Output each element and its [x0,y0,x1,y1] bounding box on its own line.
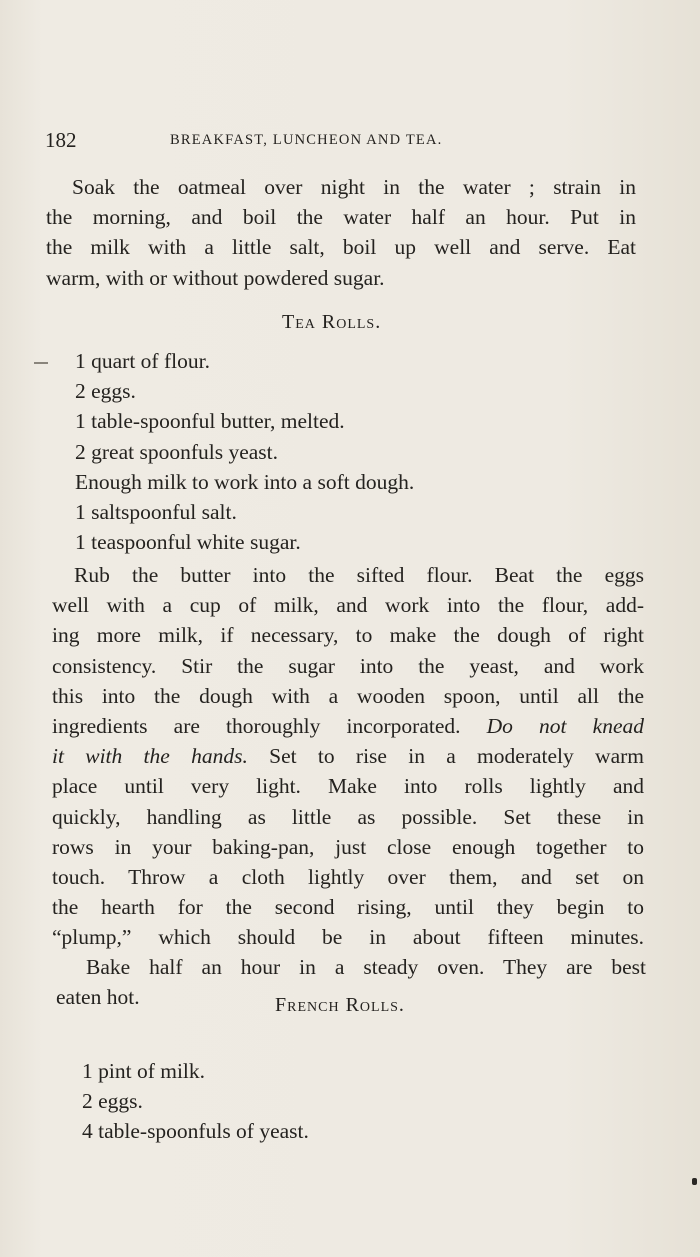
paragraph-line: the hearth for the second rising, until they begin to [52,895,644,920]
tea-rolls-ingredients [75,346,595,557]
paragraph-line: Bake half an hour in a steady oven. They are best [86,955,646,979]
italic-instruction: it with the hands. [52,744,248,769]
ingredient-item: 2 eggs. [75,379,136,404]
oatmeal-paragraph [46,172,636,293]
paragraph-line: rows in your baking-pan, just close enough together to [52,834,644,859]
page-edge-mark [692,1178,697,1185]
paragraph-line: the milk with a little salt, boil up well and serve. Eat [46,235,636,260]
paragraph-line: ing more milk, if necessary, to make the dough of right [52,623,644,648]
paragraph-line: touch. Throw a cloth lightly over them, and set on [52,865,644,890]
paragraph-line: the morning, and boil the water half an hour. Put in [46,205,636,230]
ingredient-item: 4 table-spoonfuls of yeast. [82,1119,309,1144]
ingredient-item: 2 eggs. [82,1089,143,1114]
paragraph-line [52,711,644,741]
ingredient-item: 1 pint of milk. [82,1059,206,1083]
paragraph-line [52,741,644,771]
paragraph-line: well with a cup of milk, and work into the flour, add- [52,593,644,618]
line-text: Set to rise in a moderately warm [269,744,645,769]
ingredient-item: 1 saltspoonful salt. [75,500,237,525]
ingredient-item: 2 great spoonfuls yeast. [75,439,279,464]
paragraph-line: Soak the oatmeal over night in the water ; strain in [72,175,636,199]
paragraph-line: this into the dough with a wooden spoon, until all the [52,683,644,708]
french-rolls-ingredients [82,1056,482,1147]
ingredient-item: Enough milk to work into a soft dough. [75,469,415,494]
ingredient-item: 1 teaspoonful white sugar. [75,530,301,555]
page-header [45,128,565,156]
margin-dash-mark [34,362,48,364]
paragraph-line: eaten hot. [56,985,140,1010]
ingredient-item: 1 quart of flour. [75,349,210,373]
paragraph-line: place until very light. Make into rolls lightly and [52,774,644,799]
italic-instruction: Do not knead [486,714,644,739]
page-number: 182 [45,128,77,152]
paragraph-line: warm, with or without powdered sugar. [46,265,385,290]
tea-rolls-directions [52,560,644,953]
line-text: ingredients are thoroughly incorporated. [52,714,461,739]
paragraph-line: “plump,” which should be in about fifteen minutes. [52,925,644,950]
paragraph-line: quickly, handling as little as possible. Set these in [52,804,644,829]
french-rolls-heading: French Rolls. [275,994,405,1016]
paragraph-line: consistency. Stir the sugar into the yeast, and work [52,653,644,678]
paragraph-line: Rub the butter into the sifted flour. Beat the eggs [74,563,644,587]
ingredient-item: 1 table-spoonful butter, melted. [75,409,345,434]
tea-rolls-heading: Tea Rolls. [282,311,382,333]
running-head: BREAKFAST, LUNCHEON AND TEA. [170,132,443,148]
